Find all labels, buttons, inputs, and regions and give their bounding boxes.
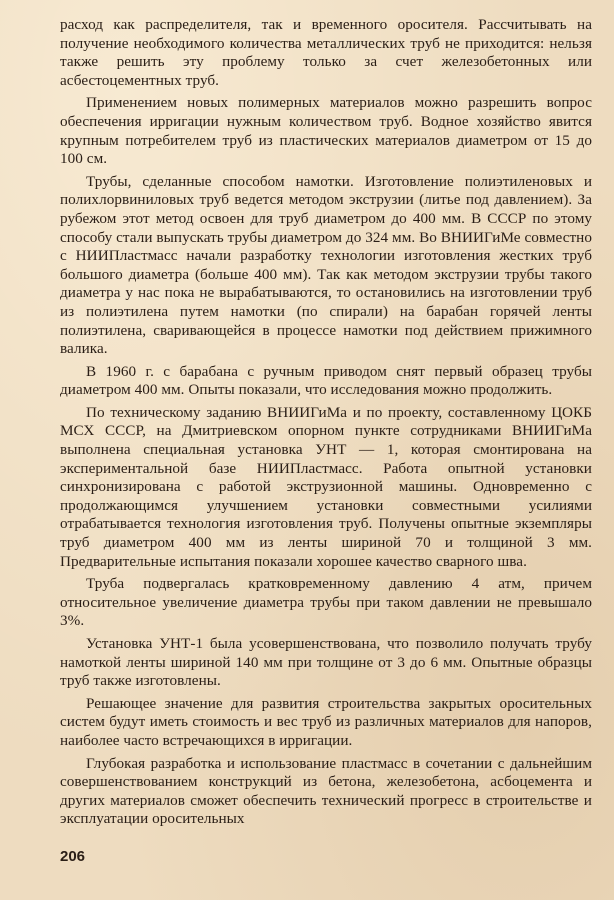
paragraph-1: расход как распределителя, так и временного оросителя. Рассчитывать на получение необходимого количества металлических труб не приходится: нельзя также решить эту проблему только за счет железобетонных или асбестоцементных труб. bbox=[60, 16, 592, 89]
paragraph-4: В 1960 г. с барабана с ручным приводом снят первый образец трубы диаметром 400 мм. Опыты показали, что исследования можно продолжить. bbox=[60, 362, 592, 399]
page-body bbox=[60, 16, 592, 829]
paragraph-6: Труба подвергалась кратковременному давлению 4 атм, причем относительное увеличение диаметра трубы при таком давлении не превышало 3%. bbox=[60, 575, 592, 630]
paragraph-9: Глубокая разработка и использование пластмасс в сочетании с дальнейшим совершенствованием конструкций из бетона, железобетона, асбоцемента и других материалов сможет обеспечить технический прогресс в строительстве и эксплуатации оросительных bbox=[60, 754, 592, 828]
paragraph-2: Применением новых полимерных материалов можно разрешить вопрос обеспечения ирригации нужным количеством труб. Водное хозяйство явится крупным потребителем труб из пластических материалов диаметром от 15 до 100 см. bbox=[60, 94, 592, 168]
page-number: 206 bbox=[60, 848, 86, 865]
paragraph-8: Решающее значение для развития строительства закрытых оросительных систем будут иметь стоимость и вес труб из различных материалов для напоров, наиболее часто встречающихся в ирригации. bbox=[60, 694, 592, 749]
paragraph-7: Установка УНТ-1 была усовершенствована, что позволило получать трубу намоткой ленты шириной 140 мм при толщине от 3 до 6 мм. Опытные образцы труб также изготовлены. bbox=[60, 635, 592, 690]
paragraph-3: Трубы, сделанные способом намотки. Изготовление полиэтиленовых и полихлорвиниловых труб ведется методом экструзии (литье под давлением). За рубежом этот метод освоен для труб диаметром до 400 мм. В СССР по этому способу стали выпускать трубы диаметром до 324 мм. Во ВНИИГиМе совместно с НИИПластмасс начали разработку технологии изготовления жестких труб большого диаметра (больше 400 мм). Так как методом экструзии трубы такого диаметра у нас пока не вырабатываются, то остановились на изготовлении труб из полиэтилена путем намотки (по спирали) на барабан горячей ленты полиэтилена, сваривающейся в процессе намотки под действием прижимного валика. bbox=[60, 172, 592, 358]
paragraph-5: По техническому заданию ВНИИГиМа и по проекту, составленному ЦОКБ МСХ СССР, на Дмитриевском опорном пункте сотрудниками ВНИИГиМа выполнена специальная установка УНТ — 1, которая смонтирована на экспериментальной базе НИИПластмасс. Работа опытной установки синхронизирована с работой экструзионной машины. Одновременно с продолжающимся улучшением установки совместными усилиями отрабатывается технология изготовления труб. Получены опытные экземпляры труб диаметром 400 мм из ленты шириной 70 и толщиной 3 мм. Предварительные испытания показали хорошее качество сварного шва. bbox=[60, 403, 592, 570]
